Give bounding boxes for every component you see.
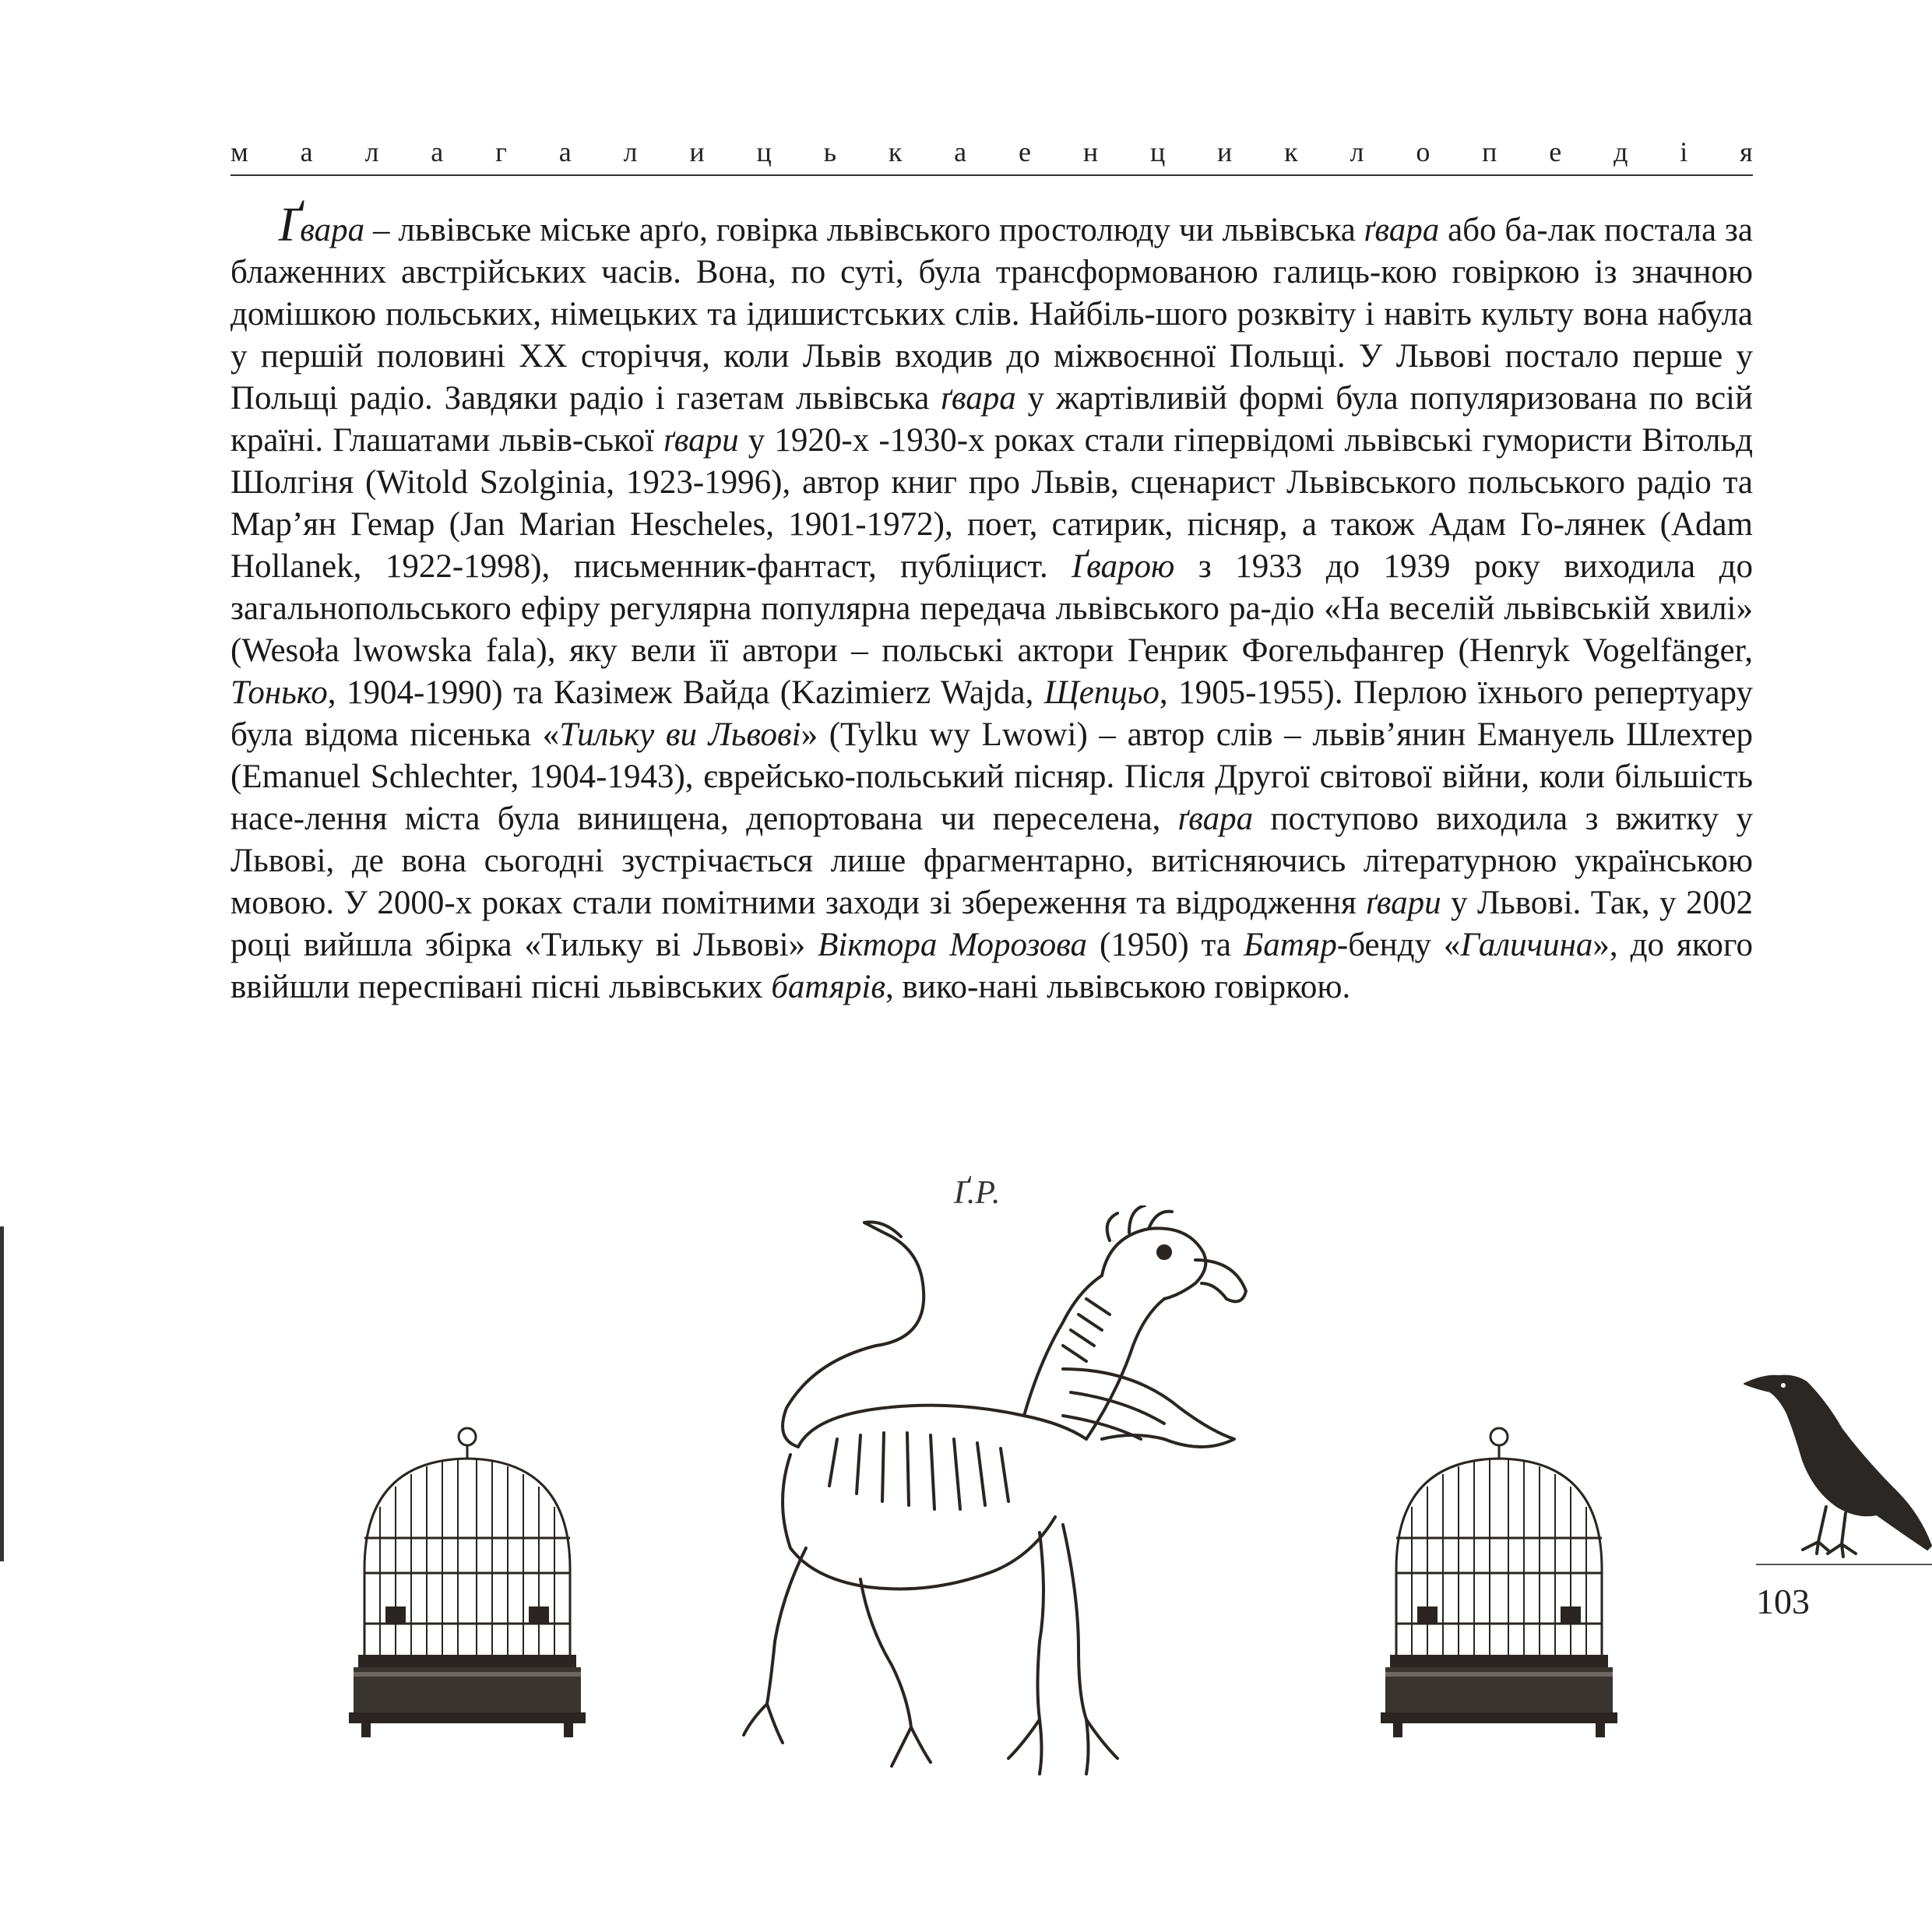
- italic-term: батярів: [771, 969, 886, 1005]
- header-letter: к: [888, 136, 903, 167]
- header-letter: и: [1217, 136, 1233, 167]
- header-letter: о: [1416, 136, 1431, 167]
- griffin-icon: [697, 1205, 1289, 1805]
- header-letter: я: [1740, 136, 1753, 167]
- birdcage-left-icon: [343, 1421, 592, 1748]
- italic-term: Віктора Морозова: [818, 927, 1088, 963]
- italic-term: Галичина: [1460, 927, 1593, 963]
- text-run: , вико-нані львівською говіркою.: [885, 969, 1351, 1005]
- text-run: (1950) та: [1087, 927, 1244, 963]
- italic-term: ґвара: [941, 380, 1016, 417]
- header-letter: е: [1549, 136, 1562, 167]
- italic-term: Ґварою: [1072, 548, 1175, 585]
- crow-icon: [1740, 1359, 1932, 1565]
- text-run: » (Tylku wy Lwowi) – автор слів – львів’янин Емануель Шлехтер (Emanuel Schlechter, 1904-1943), єврейсько-польський пісняр. Після Другої світової війни, коли більшість насе-лення міста була винищена, депортована чи переселена,: [231, 716, 1753, 837]
- italic-term: Тильку ви Львові: [559, 716, 801, 753]
- header-letter: л: [623, 136, 638, 167]
- header-letter: і: [1680, 136, 1688, 167]
- text-run: , 1905-1955). Перлою їхнього репертуару була відома пісенька «: [231, 674, 1753, 753]
- header-rule: [231, 174, 1753, 176]
- binding-edge: [0, 1226, 4, 1561]
- text-run: або ба-лак постала за блаженних австрійських часів. Вона, по суті, була трансформованою галиць-кою говіркою із значною домішкою польських, німецьких та ідишистських слів. Найбіль-шого розквіту і навіть культу вона набула у першій половині XX сторіччя, коли Львів входив до міжвоєнної Польщі. У Львові постало перше у Польщі радіо. Завдяки радіо і газетам львівська: [231, 212, 1753, 417]
- italic-term: ґвари: [1366, 885, 1441, 921]
- corner-rule: [1756, 1564, 1932, 1565]
- header-letter: г: [495, 136, 507, 167]
- header-letter: и: [689, 136, 705, 167]
- italic-term: ґвара: [1177, 801, 1254, 837]
- header-letter: л: [364, 136, 379, 167]
- birdcage-right-icon: [1374, 1421, 1624, 1748]
- header-letter: н: [1082, 136, 1099, 167]
- text-run: з 1933 до 1939 року виходила до загальнопольського ефіру регулярна популярна передача львівського ра-діо «На веселій львівській хвилі» (Wesoła lwowska fala), яку вели її автори – польські актори Генрик Фогельфангер (Henryk Vogelfänger,: [231, 548, 1753, 669]
- header-letter: а: [431, 136, 444, 167]
- text-run: – львівське міське арґо, говірка львівського простолюду чи львівська: [364, 212, 1364, 248]
- page-number: 103: [1756, 1582, 1810, 1621]
- text-run: », до якого ввійшли переспівані пісні львівських: [231, 927, 1753, 1005]
- author-initials: Ґ.Р.: [954, 1175, 1001, 1211]
- article-text: [231, 199, 1753, 1008]
- italic-term: Щепцьо: [1043, 674, 1160, 711]
- text-run: у Львові. Так, у 2002 році вийшла збірка «Тильку ві Львові»: [231, 885, 1753, 963]
- header-letter: д: [1614, 136, 1628, 167]
- italic-term: Тонько: [231, 674, 328, 711]
- running-header: [231, 132, 1753, 171]
- header-letter: к: [1284, 136, 1298, 167]
- header-letter: а: [300, 136, 313, 167]
- header-letter: ь: [823, 136, 836, 167]
- header-letter: п: [1482, 136, 1497, 167]
- text-run: поступово виходила з вжитку у Львові, де вона сьогодні зустрічається лише фрагментарно, витісняючись літературною українською мовою. У 2000-х роках стали помітними заходи зі збереження та відродження: [231, 801, 1753, 921]
- header-letter: а: [558, 136, 572, 167]
- header-letter: а: [954, 136, 967, 167]
- initial-letter: Ґ: [279, 199, 301, 252]
- text-run: у жартівливій формі була популяризована по всій країні. Глашатами львів-ської: [231, 380, 1753, 459]
- italic-term: Батяр: [1243, 927, 1337, 963]
- header-letter: л: [1350, 136, 1364, 167]
- header-letter: е: [1019, 136, 1031, 167]
- italic-term: ґвара: [1364, 212, 1440, 248]
- header-letter: ц: [1149, 136, 1166, 167]
- text-run: у 1920-х -1930-х роках стали гіпервідомі львівські гумористи Вітольд Шолгіня (Witold Szolginia, 1923-1996), автор книг про Львів, сценарист Львівського польського радіо та Мар’ян Гемар (Jan Marian Hescheles, 1901-1972), поет, сатирик, пісняр, а також Адам Го-лянек (Adam Hollanek, 1922-1998), письменник-фантаст, публіцист.: [231, 422, 1753, 585]
- text-run: -бенду «: [1336, 927, 1461, 963]
- italic-term: ґвари: [663, 422, 739, 459]
- header-letter: ц: [756, 136, 772, 167]
- header-letter: м: [231, 136, 248, 167]
- text-run: , 1904-1990) та Казімеж Вайда (Kazimierz Wajda,: [327, 674, 1044, 711]
- italic-term: вара: [300, 212, 365, 248]
